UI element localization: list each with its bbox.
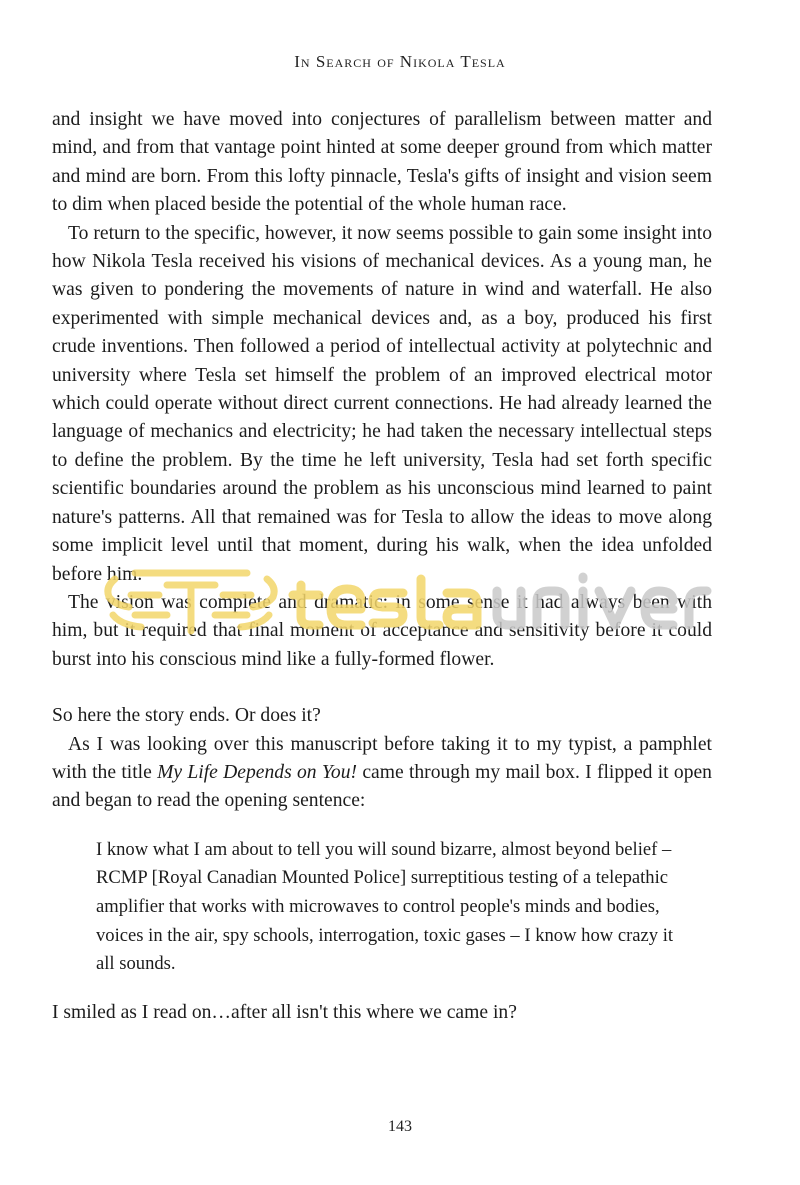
- pamphlet-title: My Life Depends on You!: [157, 761, 358, 783]
- body-text: [52, 106, 712, 1027]
- running-header-title: In Search of Nikola Tesla: [294, 52, 506, 71]
- paragraph-continuation: and insight we have moved into conjectures of parallelism between matter and mind, and from that vantage point hinted at some deeper ground from which matter and mind are born. From this lofty pinnacle, Tesla's gifts of insight and vision seem to dim when placed beside the potential of the whole human race.: [52, 109, 712, 216]
- block-quote: I know what I am about to tell you will sound bizarre, almost beyond belief – RCMP [Royal Canadian Mounted Police] surreptitious testing of a telepathic amplifier that works with microwaves to control people's minds and bodies, voices in the air, spy schools, interrogation, toxic gases – I know how crazy it all sounds.: [96, 838, 674, 975]
- paragraph-pamphlet: [52, 731, 712, 816]
- page-number: 143: [388, 1118, 412, 1135]
- paragraph-vision: The vision was complete and dramatic: in some sense it had always been with him, but it required that final moment of acceptance and sensitivity before it could burst into his conscious mind like a fully-formed flower.: [52, 591, 712, 670]
- pamphlet-text-before: As I was looking over this manuscript before taking it to my typist, a pamphlet with the title: [52, 733, 712, 783]
- paragraph-closing: I smiled as I read on…after all isn't this where we came in?: [52, 1001, 517, 1023]
- pamphlet-text-after: came through my mail box. I flipped it open and began to read the opening sentence:: [52, 761, 712, 812]
- paragraph-story-ends: So here the story ends. Or does it?: [52, 705, 321, 727]
- paragraph-specific: To return to the specific, however, it now seems possible to gain some insight into how Nikola Tesla received his visions of mechanical devices. As a young man, he was given to pondering the movements of nature in wind and waterfall. He also experimented with simple mechanical devices and, as a boy, produced his first crude inventions. Then followed a period of intellectual activity at polytechnic and university where Tesla set himself the problem of an improved electrical motor which could operate without direct current connections. He had already learned the language of mechanics and electricity; he had taken the necessary intellectual steps to define the problem. By the time he left university, Tesla had set forth specific scientific boundaries around the problem as his unconscious mind learned to paint nature's patterns. All that remained was for Tesla to allow the ideas to move along some implicit level until that moment, during his walk, when the idea unfolded before him.: [52, 222, 712, 585]
